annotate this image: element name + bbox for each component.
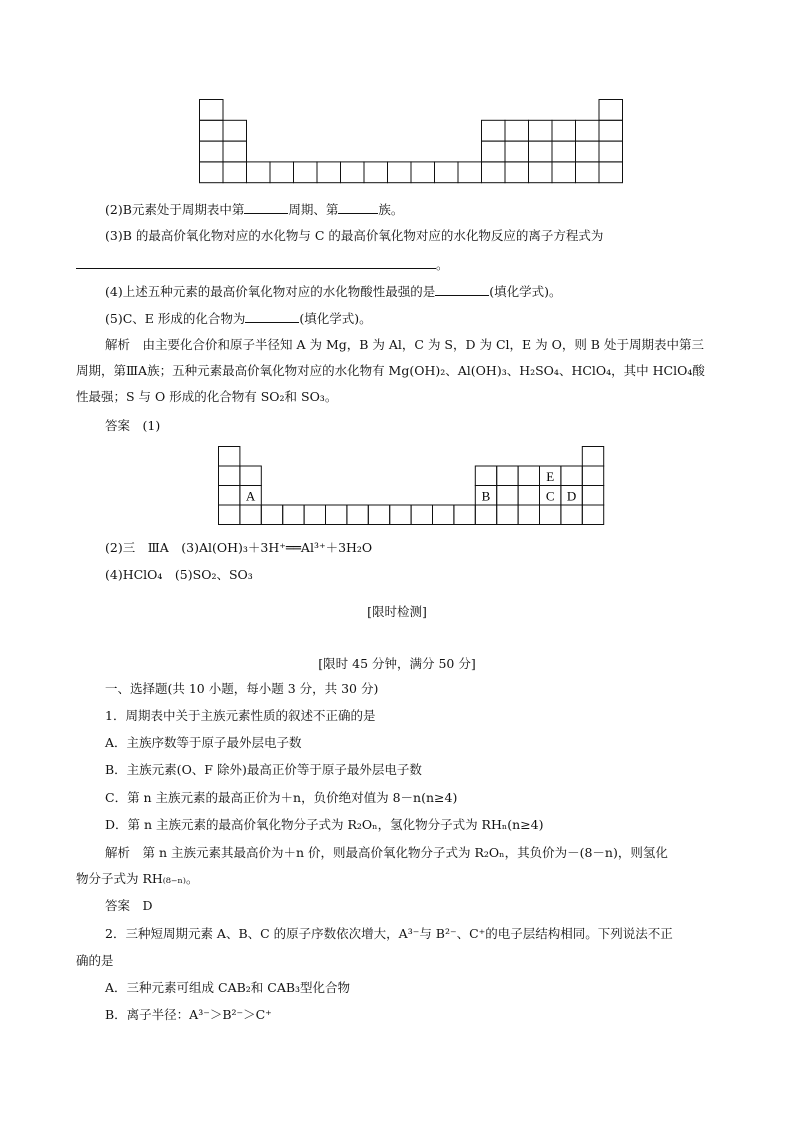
q2-stem-line1: 2．三种短周期元素 A、B、C 的原子序数依次增大，A³⁻与 B²⁻、C⁺的电子层结构相同。下列说法不正 — [105, 926, 673, 941]
table-cell — [200, 100, 224, 121]
table-cell — [240, 505, 261, 525]
table-cell — [247, 162, 271, 183]
section-title: [限时检测] — [367, 604, 427, 619]
q1-option-a: A．主族序数等于原子最外层电子数 — [105, 735, 302, 750]
table-cell — [454, 505, 475, 525]
table-cell — [582, 486, 603, 506]
table-cell — [599, 141, 623, 162]
table-cell — [458, 162, 482, 183]
table-cell — [482, 162, 506, 183]
q1-answer: 答案 D — [105, 898, 153, 913]
q2-stem-line2: 确的是 — [76, 953, 114, 968]
analysis-1-line1: 解析 由主要化合价和原子半径知 A 为 Mg，B 为 Al，C 为 S，D 为 Cl，E 为 O，则 B 处于周期表中第三 — [105, 337, 704, 352]
q3-blank[interactable] — [76, 256, 436, 269]
table-cell — [552, 120, 576, 141]
table-cell — [576, 120, 600, 141]
table-cell — [200, 162, 224, 183]
table-cell — [223, 141, 247, 162]
table-cell — [294, 162, 318, 183]
q2-mid: 周期、第 — [288, 202, 339, 217]
table-cell — [219, 466, 240, 486]
table-cell — [347, 505, 368, 525]
q3-end: 。 — [436, 257, 449, 272]
q2-option-b: B．离子半径：A³⁻＞B²⁻＞C⁺ — [105, 1007, 272, 1022]
answer-1-label: 答案 (1) — [105, 418, 161, 433]
table-cell — [304, 505, 325, 525]
table-cell — [283, 505, 304, 525]
table-cell — [411, 162, 435, 183]
q4-text: (4)上述五种元素的最高价氧化物对应的水化物酸性最强的是 — [105, 284, 436, 299]
table-cell — [576, 162, 600, 183]
q2-blank-group[interactable] — [338, 201, 378, 214]
table-cell — [219, 447, 240, 467]
table-cell — [411, 505, 432, 525]
q5-blank[interactable] — [245, 310, 299, 323]
table-cell — [599, 162, 623, 183]
table-cell — [261, 505, 282, 525]
table-cell — [341, 162, 365, 183]
question-2-line — [105, 201, 403, 218]
element-label-C: C — [545, 488, 555, 504]
table-cell — [482, 141, 506, 162]
table-cell — [518, 505, 539, 525]
table-cell — [518, 466, 539, 486]
table-cell — [505, 141, 529, 162]
table-cell — [364, 162, 388, 183]
table-cell — [475, 505, 496, 525]
analysis-1-line2: 周期，第ⅢA族；五种元素最高价氧化物对应的水化物有 Mg(OH)₂、Al(OH)₃、H₂SO₄、HClO₄，其中 HClO₄酸 — [76, 363, 705, 378]
table-cell — [582, 505, 603, 525]
element-label-B: B — [481, 488, 491, 504]
table-cell — [529, 141, 553, 162]
q4-blank[interactable] — [435, 283, 489, 296]
table-cell — [552, 162, 576, 183]
table-cell — [433, 505, 454, 525]
table-cell — [435, 162, 459, 183]
q1-stem: 1．周期表中关于主族元素性质的叙述不正确的是 — [105, 708, 376, 723]
table-cell — [529, 162, 553, 183]
table-cell — [540, 505, 561, 525]
table-cell — [200, 141, 224, 162]
analysis-1-line3: 性最强；S 与 O 形成的化合物有 SO₂和 SO₃。 — [76, 389, 338, 404]
question-5-line — [105, 310, 372, 327]
question-4-line — [105, 283, 561, 300]
table-cell — [552, 141, 576, 162]
question-3-answer-line — [76, 256, 449, 273]
table-cell — [582, 447, 603, 467]
periodic-table-outline — [199, 99, 625, 185]
q1-analysis-line2: 物分子式为 RH₍₈₋ₙ₎。 — [76, 871, 199, 886]
table-cell — [497, 486, 518, 506]
table-cell — [223, 120, 247, 141]
table-cell — [529, 120, 553, 141]
table-cell — [482, 120, 506, 141]
table-cell — [219, 505, 240, 525]
q1-option-b: B．主族元素(O、F 除外)最高正价等于原子最外层电子数 — [105, 762, 422, 777]
table-cell — [561, 505, 582, 525]
table-cell — [270, 162, 294, 183]
element-label-D: D — [566, 488, 577, 504]
table-cell — [599, 120, 623, 141]
table-cell — [388, 162, 412, 183]
table-cell — [219, 486, 240, 506]
answer-1-line1: (2)三 ⅢA (3)Al(OH)₃＋3H⁺══Al³⁺＋3H₂O — [105, 540, 373, 555]
q2-blank-period[interactable] — [244, 201, 288, 214]
periodic-table-answer — [218, 446, 606, 526]
q2-end: 族。 — [378, 202, 404, 217]
q4-end: (填化学式)。 — [489, 284, 562, 299]
q1-analysis-line1: 解析 第 n 主族元素其最高价为＋n 价，则最高价氧化物分子式为 R₂Oₙ，其负价为－(8－n)，则氢化 — [105, 845, 668, 860]
table-cell — [582, 466, 603, 486]
part-1-title: 一、选择题(共 10 小题，每小题 3 分，共 30 分) — [105, 681, 379, 696]
table-cell — [561, 466, 582, 486]
element-label-A: A — [245, 488, 256, 504]
table-cell — [505, 120, 529, 141]
table-cell — [317, 162, 341, 183]
q5-text: (5)C、E 形成的化合物为 — [105, 311, 246, 326]
table-cell — [475, 466, 496, 486]
table-cell — [497, 505, 518, 525]
table-cell — [326, 505, 347, 525]
q2-text: (2)B元素处于周期表中第 — [105, 202, 245, 217]
table-cell — [390, 505, 411, 525]
table-cell — [368, 505, 389, 525]
table-cell — [599, 100, 623, 121]
section-subtitle: [限时 45 分钟，满分 50 分] — [318, 656, 476, 671]
q2-option-a: A．三种元素可组成 CAB₂和 CAB₃型化合物 — [105, 980, 351, 995]
q5-end: (填化学式)。 — [299, 311, 372, 326]
table-cell — [240, 466, 261, 486]
table-cell — [518, 486, 539, 506]
table-cell — [505, 162, 529, 183]
table-cell — [200, 120, 224, 141]
answer-1-line2: (4)HClO₄ (5)SO₂、SO₃ — [105, 567, 253, 582]
question-3-line: (3)B 的最高价氧化物对应的水化物与 C 的最高价氧化物对应的水化物反应的离子方程式为 — [105, 228, 604, 243]
q1-option-c: C．第 n 主族元素的最高正价为＋n，负价绝对值为 8－n(n≥4) — [105, 790, 458, 805]
table-cell — [497, 466, 518, 486]
element-label-E: E — [546, 468, 555, 484]
q1-option-d: D．第 n 主族元素的最高价氧化物分子式为 R₂Oₙ，氢化物分子式为 RHₙ(n≥4) — [105, 817, 544, 832]
table-cell — [223, 162, 247, 183]
table-cell — [576, 141, 600, 162]
